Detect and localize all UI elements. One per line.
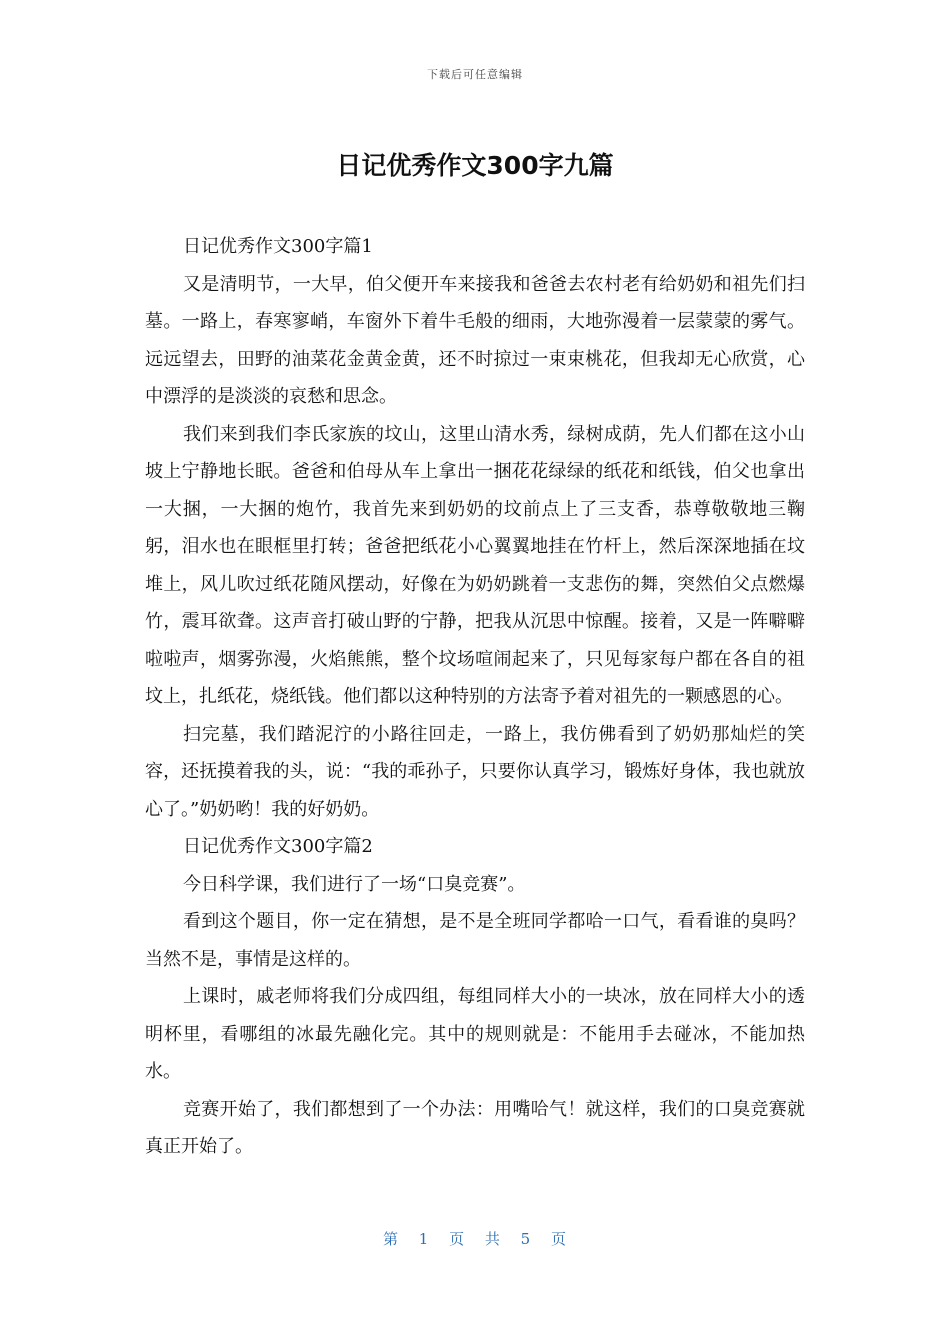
section-heading-2: 日记优秀作文300字篇2	[183, 836, 373, 857]
paragraph: 看到这个题目，你一定在猜想，是不是全班同学都哈一口气，看看谁的臭吗？当然不是，事情是这样的。	[145, 911, 805, 970]
page-header-note: 下载后可任意编辑	[427, 68, 523, 81]
section-heading-1: 日记优秀作文300字篇1	[183, 236, 373, 257]
paragraph: 扫完墓，我们踏泥泞的小路往回走，一路上，我仿佛看到了奶奶那灿烂的笑容，还抚摸着我的头，说：“我的乖孙子，只要你认真学习，锻炼好身体，我也就放心了。”奶奶哟！我的好奶奶。	[145, 723, 805, 820]
paragraph: 我们来到我们李氏家族的坟山，这里山清水秀，绿树成荫，先人们都在这小山坡上宁静地长眠。爸爸和伯母从车上拿出一捆花花绿绿的纸花和纸钱，伯父也拿出一大捆，一大捆的炮竹，我首先来到奶奶的坟前点上了三支香，恭尊敬敬地三鞠躬，泪水也在眼框里打转；爸爸把纸花小心翼翼地挂在竹杆上，然后深深地插在坟堆上，风儿吹过纸花随风摆动，好像在为奶奶跳着一支悲伤的舞，突然伯父点燃爆竹，震耳欲聋。这声音打破山野的宁静，把我从沉思中惊醒。接着，又是一阵噼噼啦啦声，烟雾弥漫，火焰熊熊，整个坟场喧闹起来了，只见每家每户都在各自的祖坟上，扎纸花，烧纸钱。他们都以这种特别的方法寄予着对祖先的一颗感恩的心。	[145, 423, 805, 707]
page-number-footer: 第 1 页 共 5 页	[383, 1230, 567, 1248]
paragraph: 竞赛开始了，我们都想到了一个办法：用嘴哈气！就这样，我们的口臭竞赛就真正开始了。	[145, 1098, 805, 1157]
document-body	[145, 228, 805, 1166]
paragraph: 今日科学课，我们进行了一场“口臭竞赛”。	[183, 873, 526, 895]
paragraph: 又是清明节，一大早，伯父便开车来接我和爸爸去农村老有给奶奶和祖先们扫墓。一路上，春寒寥峭，车窗外下着牛毛般的细雨，大地弥漫着一层蒙蒙的雾气。远远望去，田野的油菜花金黄金黄，还不时掠过一束束桃花，但我却无心欣赏，心中漂浮的是淡淡的哀愁和思念。	[145, 273, 805, 407]
paragraph: 上课时，戚老师将我们分成四组，每组同样大小的一块冰，放在同样大小的透明杯里，看哪组的冰最先融化完。其中的规则就是：不能用手去碰冰，不能加热水。	[145, 986, 805, 1082]
document-title: 日记优秀作文300字九篇	[336, 151, 614, 180]
